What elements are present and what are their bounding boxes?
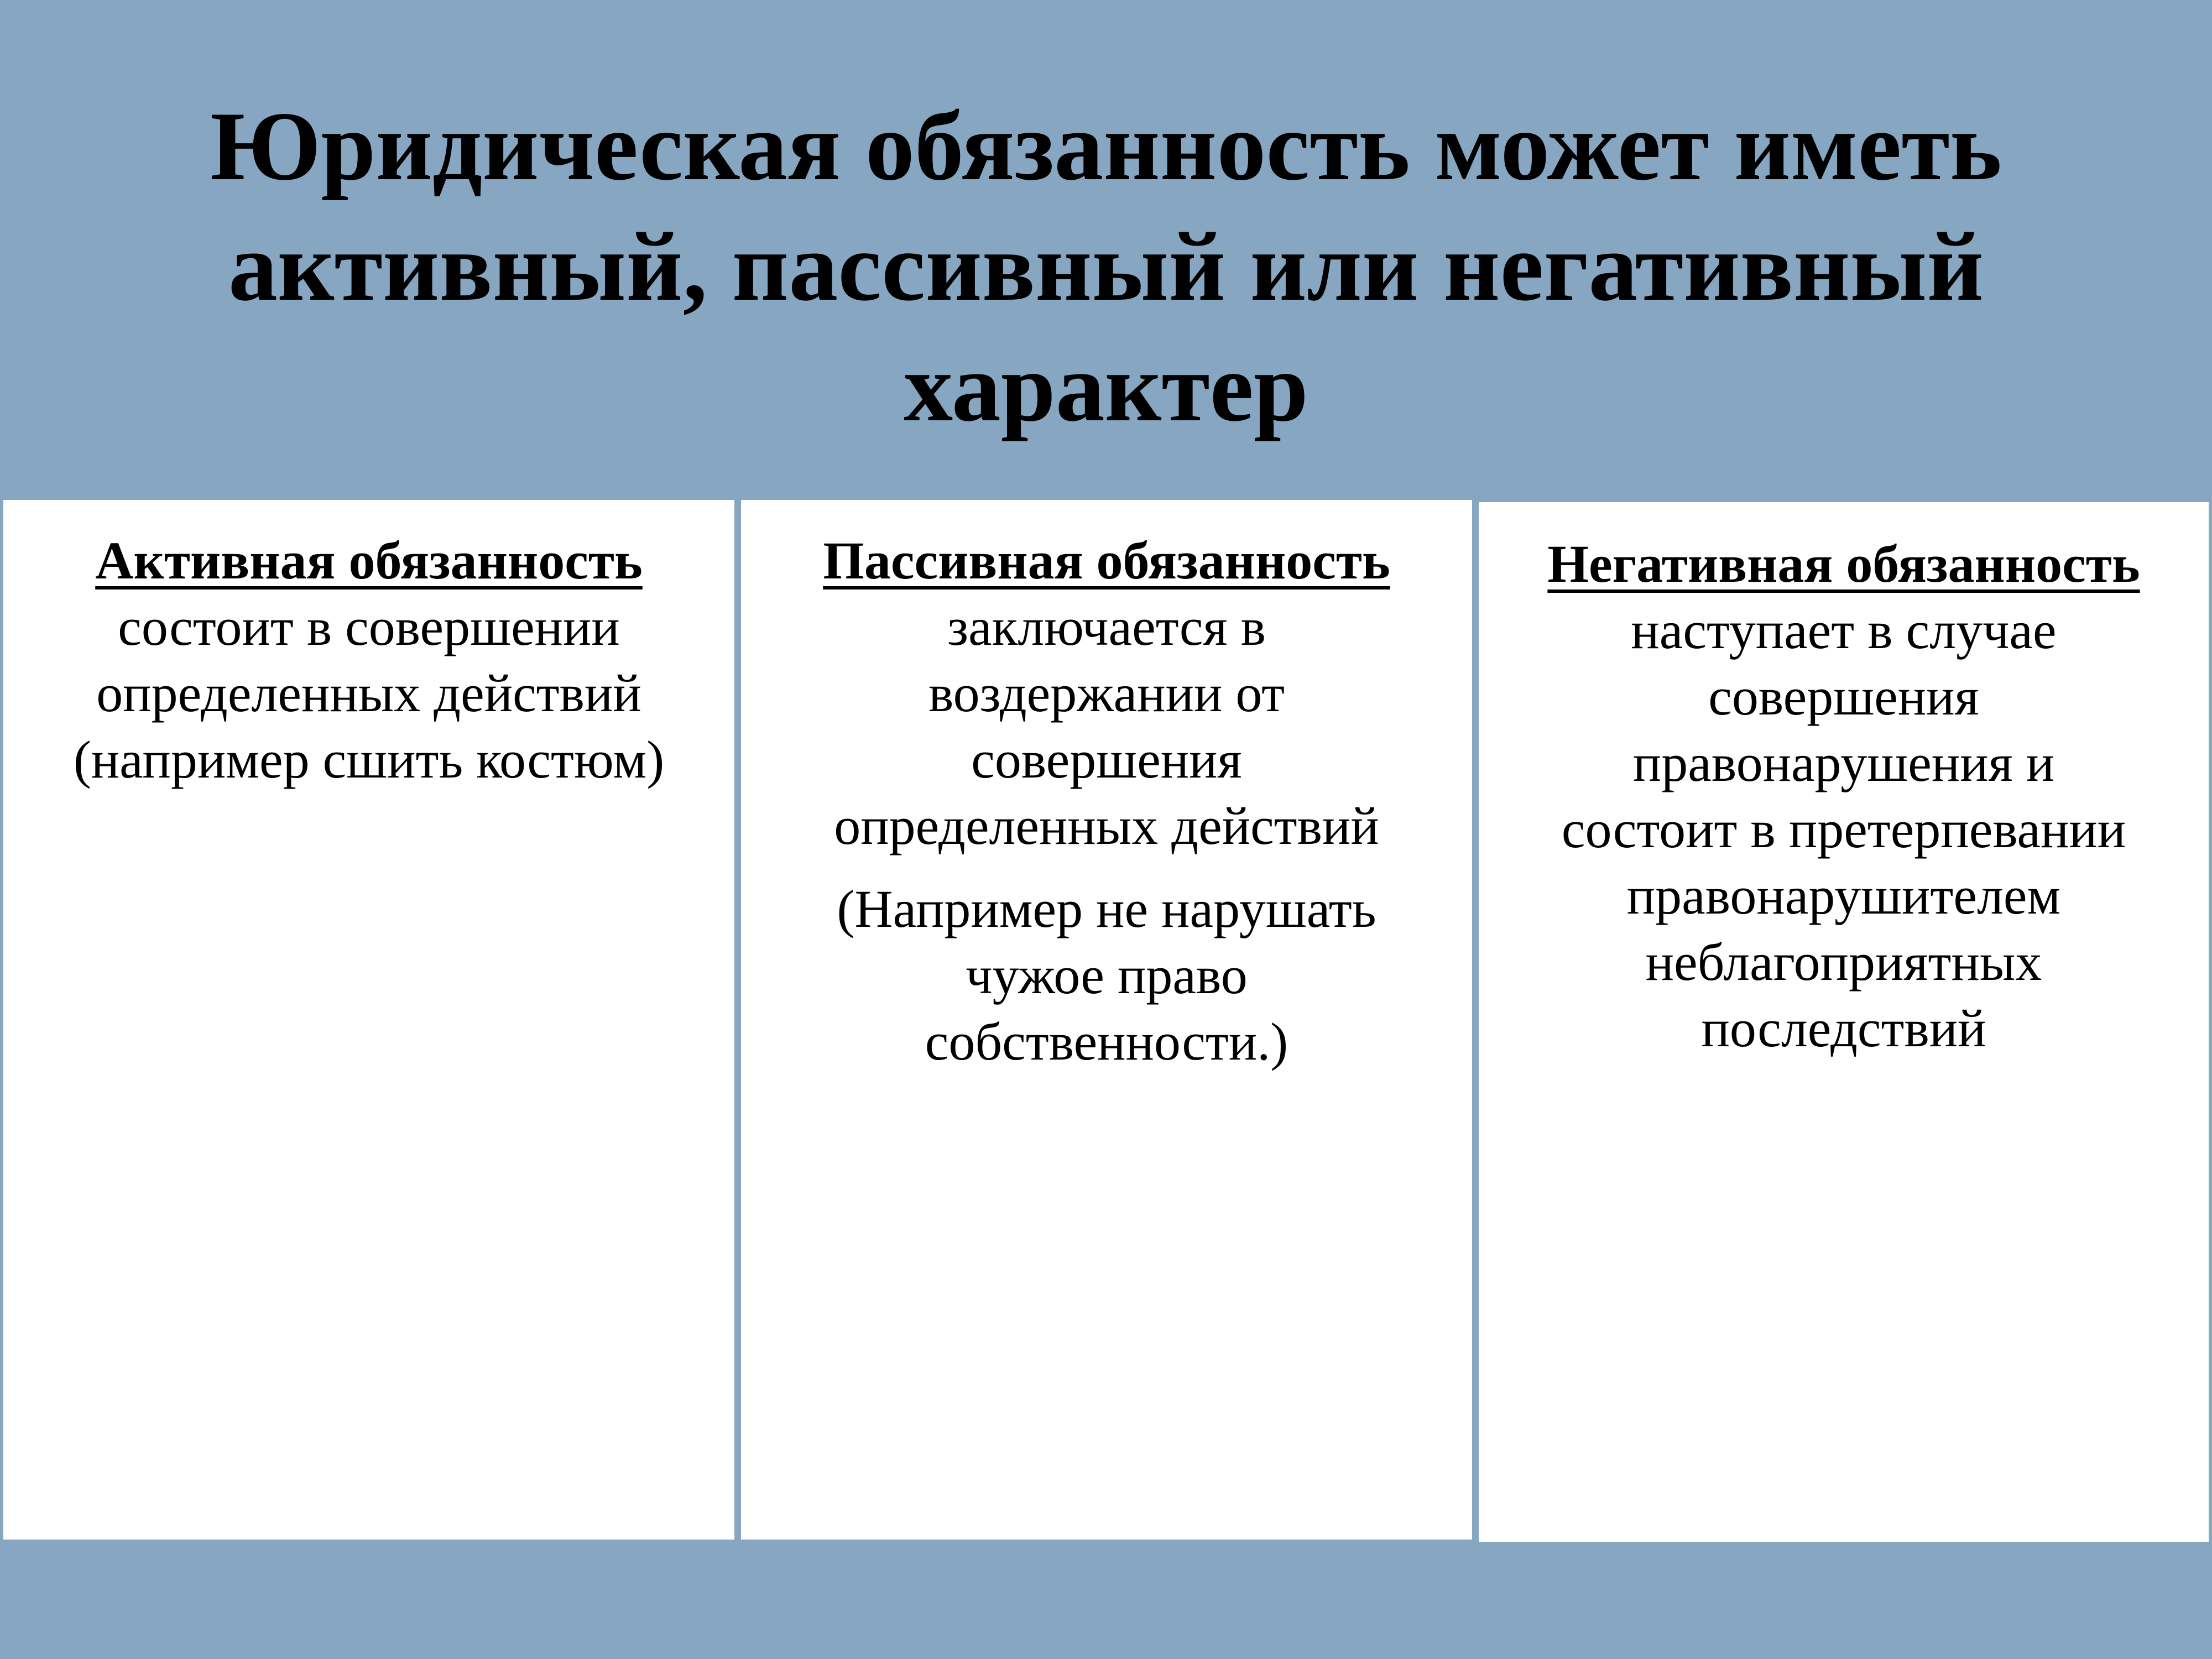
- negative-duty-text: [1490, 597, 2198, 1062]
- passive-duty-example: [752, 876, 1461, 1075]
- text-line: чужое право: [966, 946, 1248, 1005]
- slide-title: [55, 86, 2157, 447]
- active-duty-panel: [3, 500, 734, 1540]
- passive-duty-panel: [741, 500, 1472, 1540]
- text-line: правонарушения и: [1632, 733, 2055, 792]
- passive-duty-heading: Пассивная обязанность: [823, 531, 1390, 590]
- text-line: определенных действий: [96, 664, 641, 723]
- text-line: совершения: [971, 730, 1242, 789]
- text-line: (Например не нарушать: [837, 879, 1376, 938]
- active-duty-text: [14, 594, 723, 793]
- text-line: последствий: [1701, 999, 1986, 1058]
- title-line: характер: [904, 332, 1308, 442]
- title-line: активный, пассивный или негативный: [228, 212, 1984, 321]
- passive-duty-text: [752, 594, 1461, 859]
- negative-duty-heading: Негативная обязанность: [1547, 534, 2140, 593]
- title-line: Юридическая обязанность может иметь: [210, 91, 2002, 201]
- text-line: неблагоприятных: [1645, 932, 2042, 992]
- text-line: определенных действий: [834, 796, 1379, 855]
- negative-duty-panel: [1479, 502, 2209, 1542]
- text-line: наступает в случае: [1631, 601, 2057, 660]
- text-line: воздержании от: [928, 664, 1285, 723]
- text-line: заключается в: [947, 597, 1266, 656]
- text-line: состоит в претерпевании: [1561, 800, 2126, 859]
- text-line: состоит в совершении: [118, 597, 620, 656]
- text-line: правонарушителем: [1626, 866, 2061, 925]
- text-line: собственности.): [925, 1012, 1288, 1071]
- text-line: (например сшить костюм): [73, 730, 665, 789]
- active-duty-heading: Активная обязанность: [95, 531, 643, 590]
- text-line: совершения: [1708, 667, 1979, 726]
